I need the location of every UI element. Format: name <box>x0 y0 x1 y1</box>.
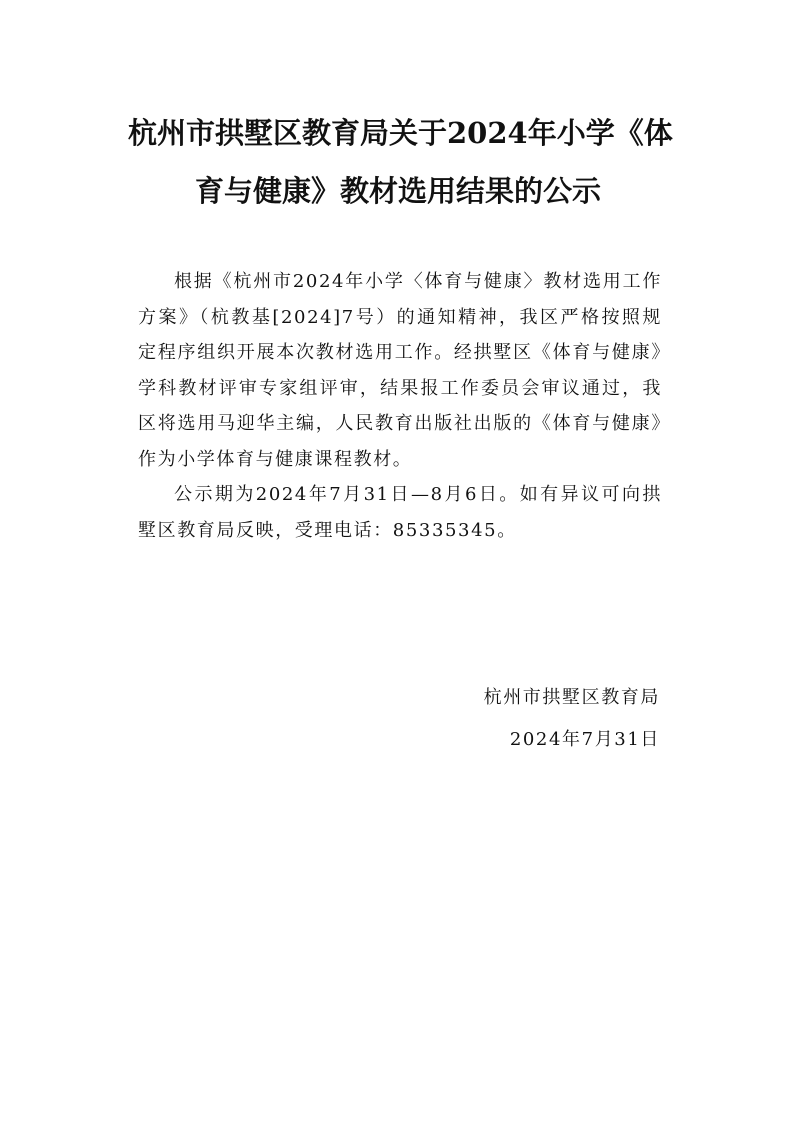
body-paragraph-1: 根据《杭州市2024年小学〈体育与健康〉教材选用工作方案》（杭教基[2024]7号）的通知精神，我区严格按照规定程序组织开展本次教材选用工作。经拱墅区《体育与健康》学科教材评审专家组评审，结果报工作委员会审议通过，我区将选用马迎华主编，人民教育出版社出版的《体育与健康》作为小学体育与健康课程教材。 <box>138 271 662 470</box>
title-line-1: 杭州市拱墅区教育局关于2024年小学《体 <box>128 116 673 150</box>
signature-date: 2024年7月31日 <box>509 729 660 750</box>
document-body <box>138 264 662 548</box>
title-line-2: 育与健康》教材选用结果的公示 <box>194 174 601 208</box>
signature-organization: 杭州市拱墅区教育局 <box>483 687 660 708</box>
document-title <box>128 104 673 220</box>
body-paragraph-2: 公示期为2024年7月31日—8月6日。如有异议可向拱墅区教育局反映，受理电话：85335345。 <box>138 484 662 541</box>
signature-block <box>484 677 660 761</box>
